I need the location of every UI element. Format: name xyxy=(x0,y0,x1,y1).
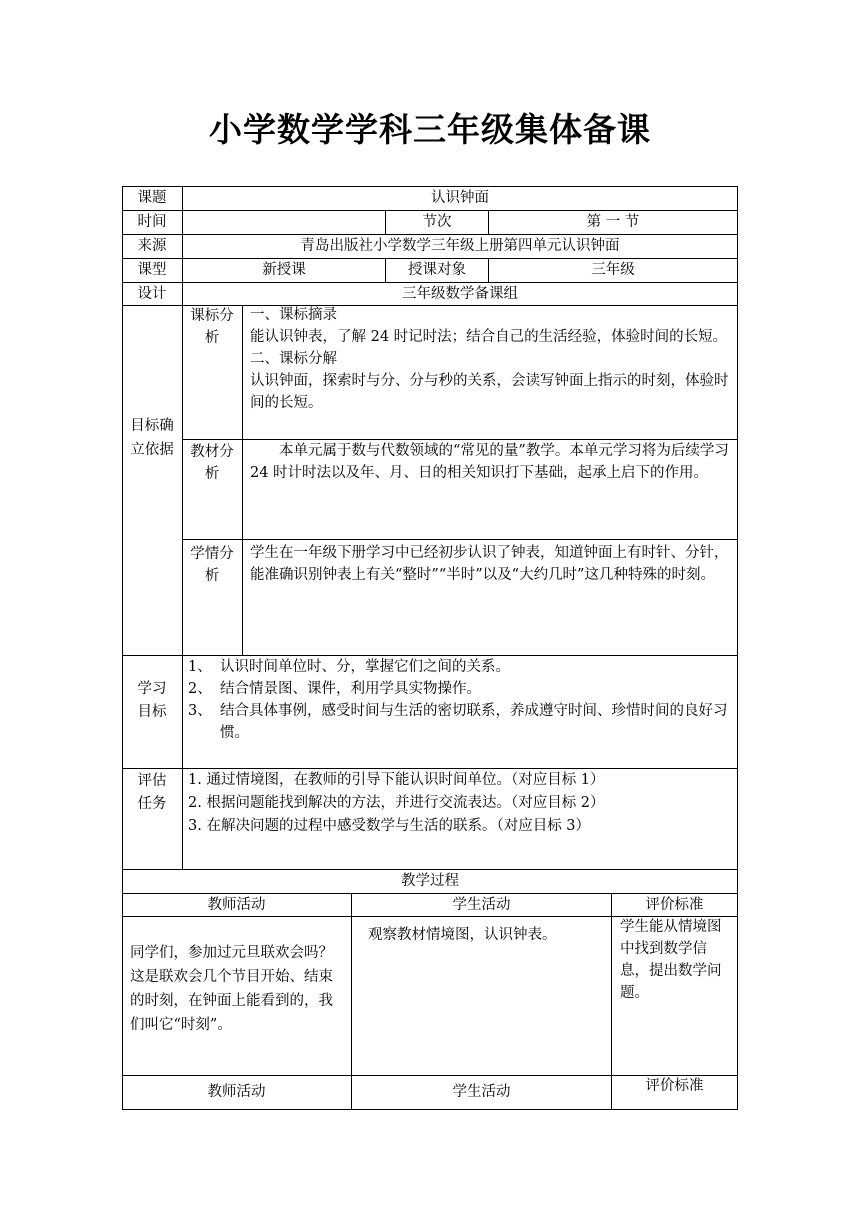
column-header-criteria: 评价标准 xyxy=(645,1078,704,1094)
time-value xyxy=(183,211,385,234)
standard-line: 能认识钟表，了解 24 时记时法；结合自己的生活经验，体验时间的长短。 xyxy=(250,329,728,345)
type-label: 课型 xyxy=(137,262,167,278)
assessment-list xyxy=(188,769,734,838)
standard-line: 一、课标摘录 xyxy=(250,307,337,323)
student-activity: 观察教材情境图，认识钟表。 xyxy=(368,927,557,943)
standard-content xyxy=(250,304,734,414)
column-header-student: 学生活动 xyxy=(452,1084,511,1100)
standard-label: 课标分析 xyxy=(190,308,234,346)
table-line xyxy=(122,186,123,1110)
teacher-activity: 同学们，参加过元旦联欢会吗？这是联欢会几个节目开始、结束的时刻，在钟面上能看到的，我们叫它“时刻”。 xyxy=(130,945,333,1033)
list-item: 3. 在解决问题的过程中感受数学与生活的联系。（对应目标 3） xyxy=(188,818,591,834)
list-item: 2. 根据问题能找到解决的方法，并进行交流表达。（对应目标 2） xyxy=(188,795,605,811)
session-value: 第 一 节 xyxy=(586,214,640,230)
assessment-label: 评估任务 xyxy=(137,773,167,812)
topic-label: 课题 xyxy=(137,190,167,206)
audience-value: 三年级 xyxy=(591,262,635,278)
table-line xyxy=(737,186,738,1110)
process-header: 教学过程 xyxy=(401,873,459,889)
table-line xyxy=(182,539,738,540)
table-line xyxy=(242,305,243,655)
session-label: 节次 xyxy=(422,214,452,230)
time-label: 时间 xyxy=(137,214,167,230)
column-header-student: 学生活动 xyxy=(452,897,511,913)
goals-list xyxy=(188,656,732,744)
source-label: 来源 xyxy=(137,238,167,254)
learner-label: 学情分析 xyxy=(190,546,234,584)
list-item: 1、 认识时间单位时、分，掌握它们之间的关系。 xyxy=(188,659,510,675)
learner-content: 学生在一年级下册学习中已经初步认识了钟表，知道钟面上有时针、分针，能准确识别钟表上有关“整时”“半时”以及“大约几时”这几种特殊的时刻。 xyxy=(250,545,729,583)
textbook-content: 本单元属于数与代数领域的“常见的量”教学。本单元学习将为后续学习 24 时计时法以及年、月、日的相关知识打下基础，起承上启下的作用。 xyxy=(250,443,729,481)
basis-label: 目标确立依据 xyxy=(130,418,174,458)
column-header-teacher: 教师活动 xyxy=(207,897,266,913)
goals-label: 学习目标 xyxy=(137,681,167,720)
column-header-criteria: 评价标准 xyxy=(645,897,704,913)
table-line xyxy=(351,893,352,1110)
design-label: 设计 xyxy=(137,286,167,302)
audience-label: 授课对象 xyxy=(408,262,466,278)
standard-line: 认识钟面，探索时与分、分与秒的关系，会读写钟面上指示的时刻，体验时间的长短。 xyxy=(250,373,729,411)
design-value: 三年级数学备课组 xyxy=(402,286,518,302)
standard-line: 二、课标分解 xyxy=(250,351,337,367)
list-item: 2、 结合情景图、课件，利用学具实物操作。 xyxy=(188,681,481,697)
type-value: 新授课 xyxy=(262,262,306,278)
textbook-label: 教材分析 xyxy=(190,444,234,482)
assessment-criteria: 学生能从情境图中找到数学信息，提出数学问题。 xyxy=(620,919,722,1001)
list-item: 3、 结合具体事例，感受时间与生活的密切联系，养成遵守时间、珍惜时间的良好习惯。 xyxy=(188,703,728,741)
column-header-teacher: 教师活动 xyxy=(207,1084,266,1100)
table-line xyxy=(122,1109,738,1110)
source-value: 青岛出版社小学数学三年级上册第四单元认识钟面 xyxy=(300,238,620,254)
list-item: 1. 通过情境图，在教师的引导下能认识时间单位。（对应目标 1） xyxy=(188,772,605,788)
page-title: 小学数学学科三年级集体备课 xyxy=(209,110,651,149)
topic-value: 认识钟面 xyxy=(431,190,489,206)
